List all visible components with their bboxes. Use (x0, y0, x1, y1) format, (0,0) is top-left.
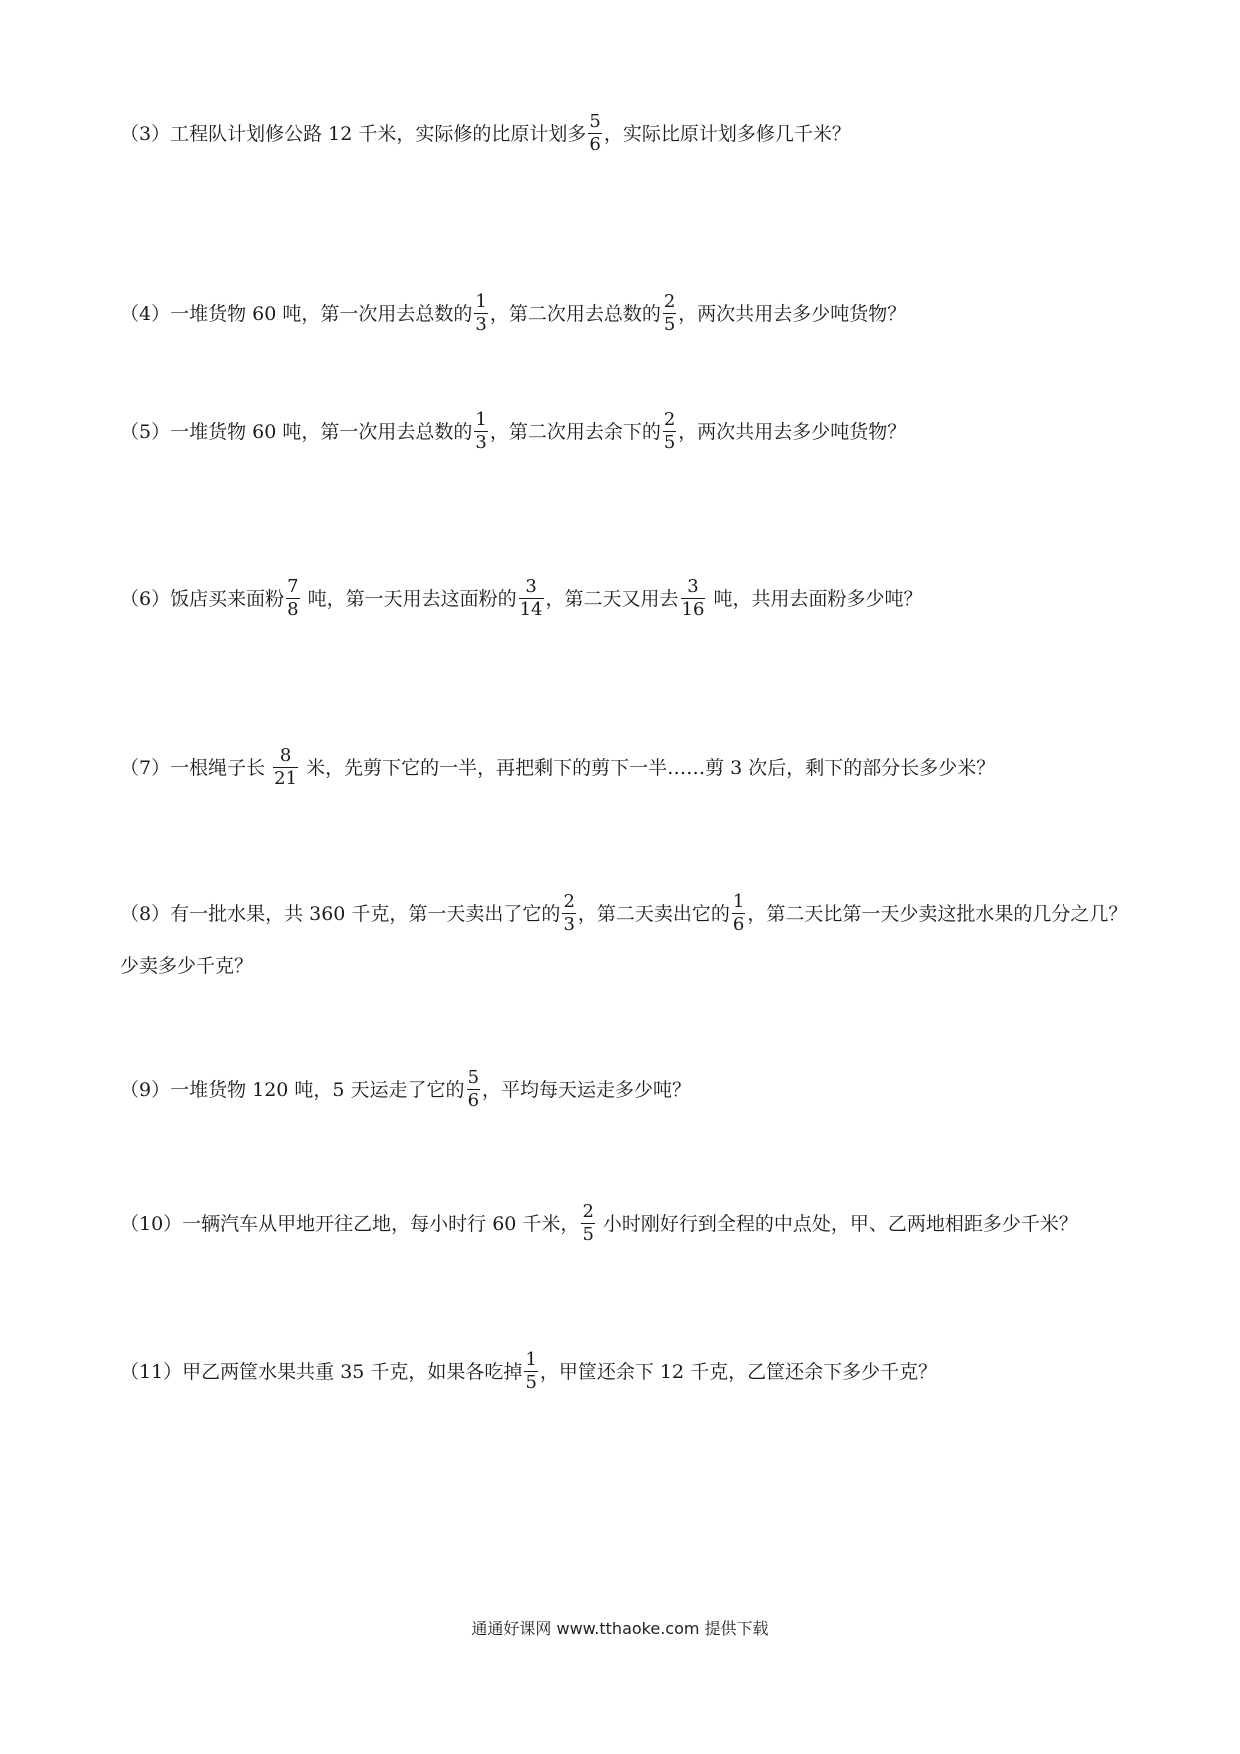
problem-8 (120, 888, 1130, 992)
fraction-denominator: 6 (467, 1089, 480, 1111)
fraction-denominator: 3 (475, 431, 487, 453)
fraction-denominator: 16 (681, 598, 705, 620)
problem-text: （10）一辆汽车从甲地开往乙地，每小时行 60 千米， (120, 1213, 580, 1235)
problem-text: ，第二次用去总数的 (489, 303, 661, 325)
problem-text: 吨，第一天用去这面粉的 (301, 588, 517, 610)
problem-text: （11）甲乙两筐水果共重 35 千克，如果各吃掉 (120, 1361, 523, 1383)
fraction (467, 1066, 480, 1111)
fraction-numerator: 2 (663, 408, 676, 430)
problem-text: （9）一堆货物 120 吨，5 天运走了它的 (120, 1079, 465, 1101)
fraction (474, 290, 487, 335)
fraction (286, 575, 299, 620)
fraction-numerator: 5 (467, 1066, 480, 1088)
fraction (474, 408, 487, 453)
fraction-denominator: 5 (663, 313, 676, 335)
problem-text: ，甲筐还余下 12 千克，乙筐还余下多少千克？ (539, 1361, 938, 1383)
problem-text: （7）一根绳子长 (120, 757, 272, 779)
fraction-denominator: 5 (663, 431, 676, 453)
problem-text: ，两次共用去多少吨货物？ (678, 303, 907, 325)
problem-6 (120, 573, 1130, 625)
problem-text: ，第二天又用去 (545, 588, 679, 610)
problem-text: ，第二天卖出它的 (577, 903, 730, 925)
fraction-numerator: 2 (663, 290, 676, 312)
fraction-numerator: 2 (563, 890, 575, 912)
problem-9 (120, 1064, 1130, 1116)
fraction (732, 890, 745, 935)
fraction-denominator: 5 (582, 1223, 594, 1245)
problem-text: （8）有一批水果，共 360 千克，第一天卖出了它的 (120, 903, 561, 925)
problem-4 (120, 288, 1130, 340)
problem-text: 吨，共用去面粉多少吨？ (707, 588, 923, 610)
problem-text: （5）一堆货物 60 吨，第一次用去总数的 (120, 421, 473, 443)
problem-text: （3）工程队计划修公路 12 千米，实际修的比原计划多 (120, 123, 587, 145)
fraction (273, 744, 298, 789)
fraction-denominator: 3 (563, 913, 575, 935)
problem-text: ，平均每天运走多少吨？ (482, 1079, 692, 1101)
problem-5 (120, 406, 1130, 458)
fraction (681, 575, 706, 620)
fraction (581, 1200, 594, 1245)
fraction (663, 290, 676, 335)
fraction-denominator: 21 (274, 767, 298, 789)
fraction (663, 408, 676, 453)
fraction (588, 110, 601, 155)
problem-3 (120, 108, 1130, 160)
problem-text: ，实际比原计划多修几千米？ (603, 123, 851, 145)
fraction-numerator: 7 (287, 575, 299, 597)
problem-10 (120, 1198, 1130, 1250)
fraction-denominator: 14 (519, 598, 543, 620)
fraction-numerator: 1 (475, 408, 487, 430)
fraction-numerator: 1 (732, 890, 745, 912)
problem-7 (120, 742, 1130, 794)
fraction-denominator: 5 (525, 1371, 537, 1393)
problem-11 (120, 1346, 1130, 1398)
fraction-numerator: 3 (519, 578, 544, 599)
problem-text: ，两次共用去多少吨货物？ (678, 421, 907, 443)
problem-text: ，第二天比第一天少卖这批水果的几分之几？少卖多少千克？ (120, 903, 1128, 977)
problem-text: 米，先剪下它的一半，再把剩下的剪下一半……剪 3 次后，剩下的部分长多少米？ (300, 757, 996, 779)
fraction-numerator: 2 (582, 1200, 594, 1222)
fraction (562, 890, 575, 935)
fraction (519, 575, 544, 620)
fraction-numerator: 3 (681, 578, 706, 599)
problem-text: （6）饭店买来面粉 (120, 588, 285, 610)
fraction-numerator: 1 (525, 1348, 537, 1370)
fraction-numerator: 8 (273, 747, 298, 768)
fraction-denominator: 6 (732, 913, 745, 935)
fraction (524, 1348, 537, 1393)
footer-credit: 通通好课网 www.tthaoke.com 提供下载 (471, 1619, 769, 1638)
fraction-denominator: 8 (287, 598, 299, 620)
fraction-numerator: 5 (589, 110, 601, 132)
problem-text: 小时刚好行到全程的中点处，甲、乙两地相距多少千米？ (596, 1213, 1078, 1235)
fraction-numerator: 1 (475, 290, 487, 312)
fraction-denominator: 3 (475, 313, 487, 335)
fraction-denominator: 6 (589, 133, 601, 155)
problem-text: ，第二次用去余下的 (489, 421, 661, 443)
problem-text: （4）一堆货物 60 吨，第一次用去总数的 (120, 303, 473, 325)
